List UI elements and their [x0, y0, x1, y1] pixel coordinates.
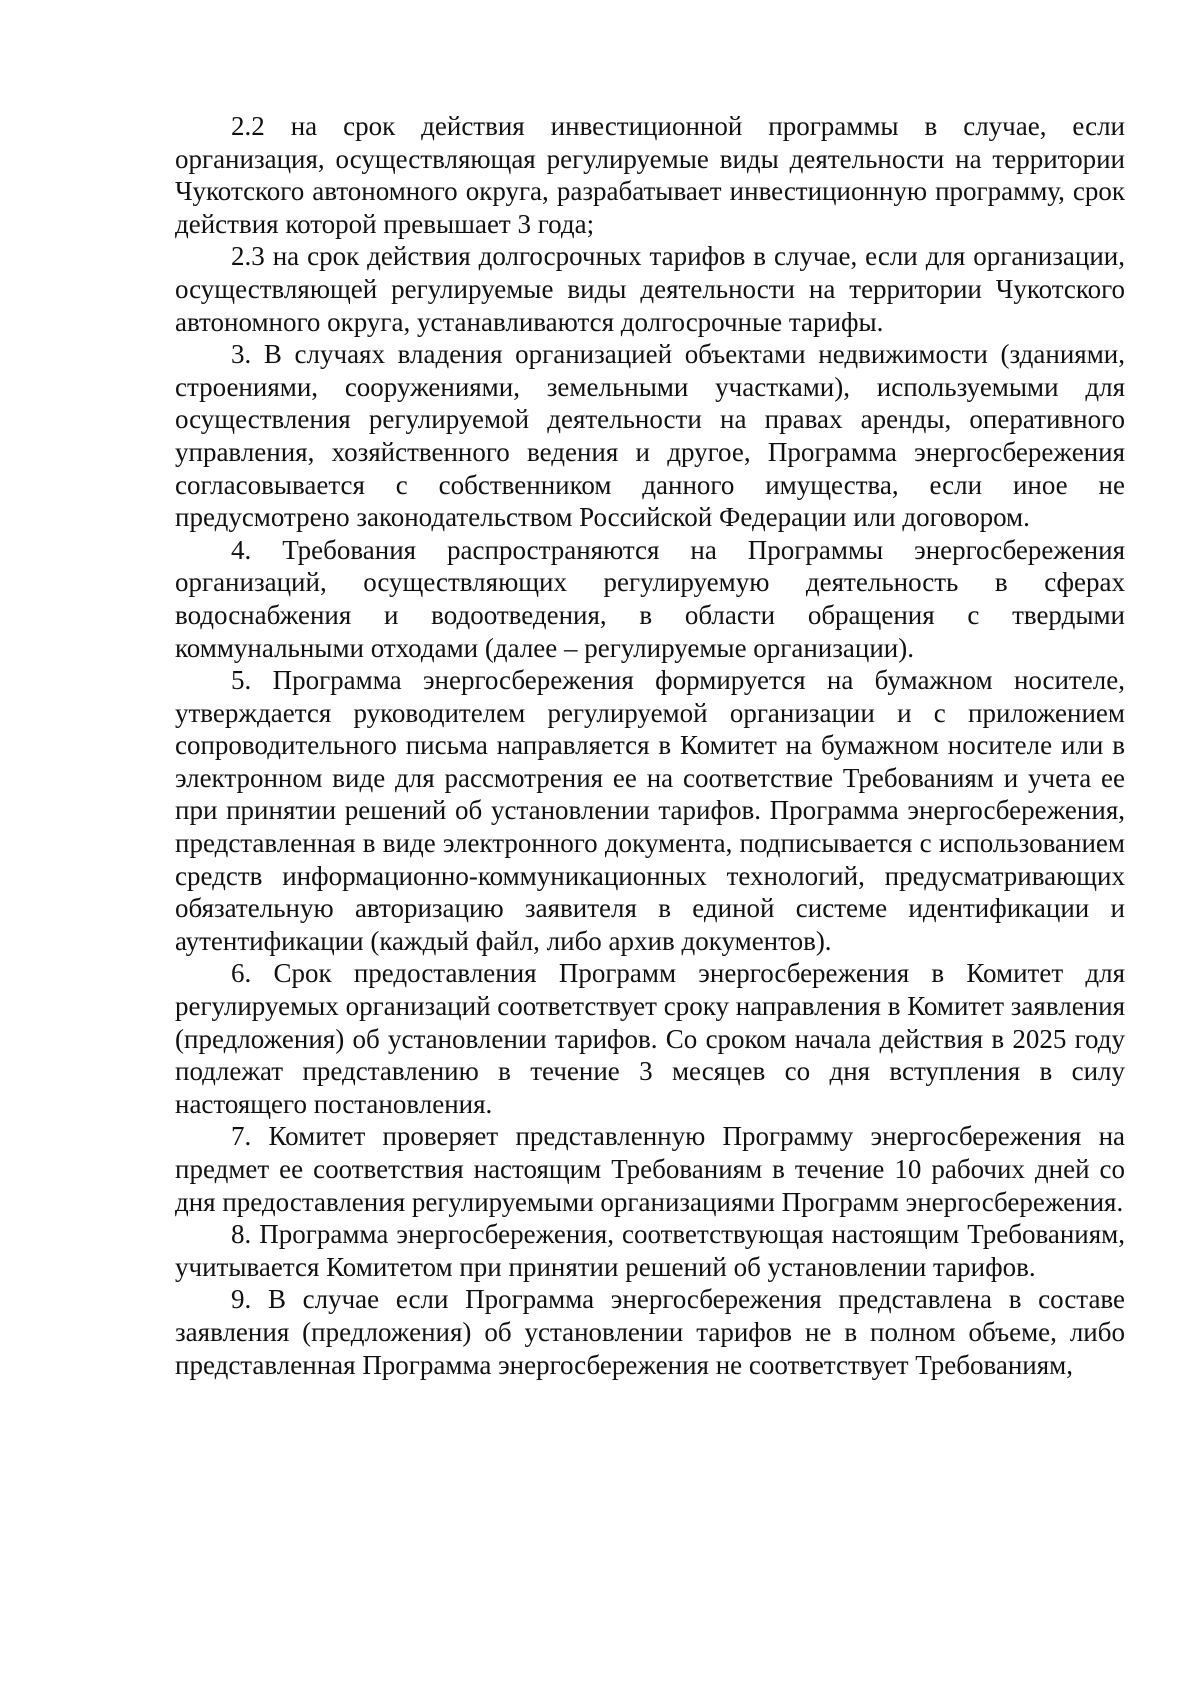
- paragraph-7: 7. Комитет проверяет представленную Программу энергосбережения на предмет ее соответствия настоящим Требованиям в течение 10 рабочих дней со дня предоставления регулируемыми организациями Программ энергосбережения.: [175, 1121, 1125, 1217]
- paragraph-8: 8. Программа энергосбережения, соответствующая настоящим Требованиям, учитывается Комитетом при принятии решений об установлении тарифов.: [175, 1219, 1125, 1282]
- paragraph-6: 6. Срок предоставления Программ энергосбережения в Комитет для регулируемых организаций соответствует сроку направления в Комитет заявления (предложения) об установлении тарифов. Со сроком начала действия в 2025 году подлежат представлению в течение 3 месяцев со дня вступления в силу настоящего постановления.: [175, 958, 1125, 1119]
- document-page: [175, 110, 1125, 1381]
- paragraph-5: 5. Программа энергосбережения формируется на бумажном носителе, утверждается руководителем регулируемой организации и с приложением сопроводительного письма направляется в Комитет на бумажном носителе или в электронном виде для рассмотрения ее на соответствие Требованиям и учета ее при принятии решений об установлении тарифов. Программа энергосбережения, представленная в виде электронного документа, подписывается с использованием средств информационно-коммуникационных технологий, предусматривающих обязательную авторизацию заявителя в единой системе идентификации и аутентификации (каждый файл, либо архив документов).: [175, 665, 1125, 956]
- paragraph-3: 3. В случаях владения организацией объектами недвижимости (зданиями, строениями, сооружениями, земельными участками), используемыми для осуществления регулируемой деятельности на правах аренды, оперативного управления, хозяйственного ведения и другое, Программа энергосбережения согласовывается с собственником данного имущества, если иное не предусмотрено законодательством Российской Федерации или договором.: [175, 339, 1125, 533]
- paragraph-4: 4. Требования распространяются на Программы энергосбережения организаций, осуществляющих регулируемую деятельность в сферах водоснабжения и водоотведения, в области обращения с твердыми коммунальными отходами (далее – регулируемые организации).: [175, 534, 1125, 663]
- paragraph-2-3: 2.3 на срок действия долгосрочных тарифов в случае, если для организации, осуществляющей регулируемые виды деятельности на территории Чукотского автономного округа, устанавливаются долгосрочные тарифы.: [175, 241, 1125, 337]
- paragraph-2-2: 2.2 на срок действия инвестиционной программы в случае, если организация, осуществляющая регулируемые виды деятельности на территории Чукотского автономного округа, разрабатывает инвестиционную программу, срок действия которой превышает 3 года;: [175, 111, 1125, 239]
- paragraph-9: 9. В случае если Программа энергосбережения представлена в составе заявления (предложения) об установлении тарифов не в полном объеме, либо представленная Программа энергосбережения не соответствует Требованиям,: [175, 1284, 1125, 1380]
